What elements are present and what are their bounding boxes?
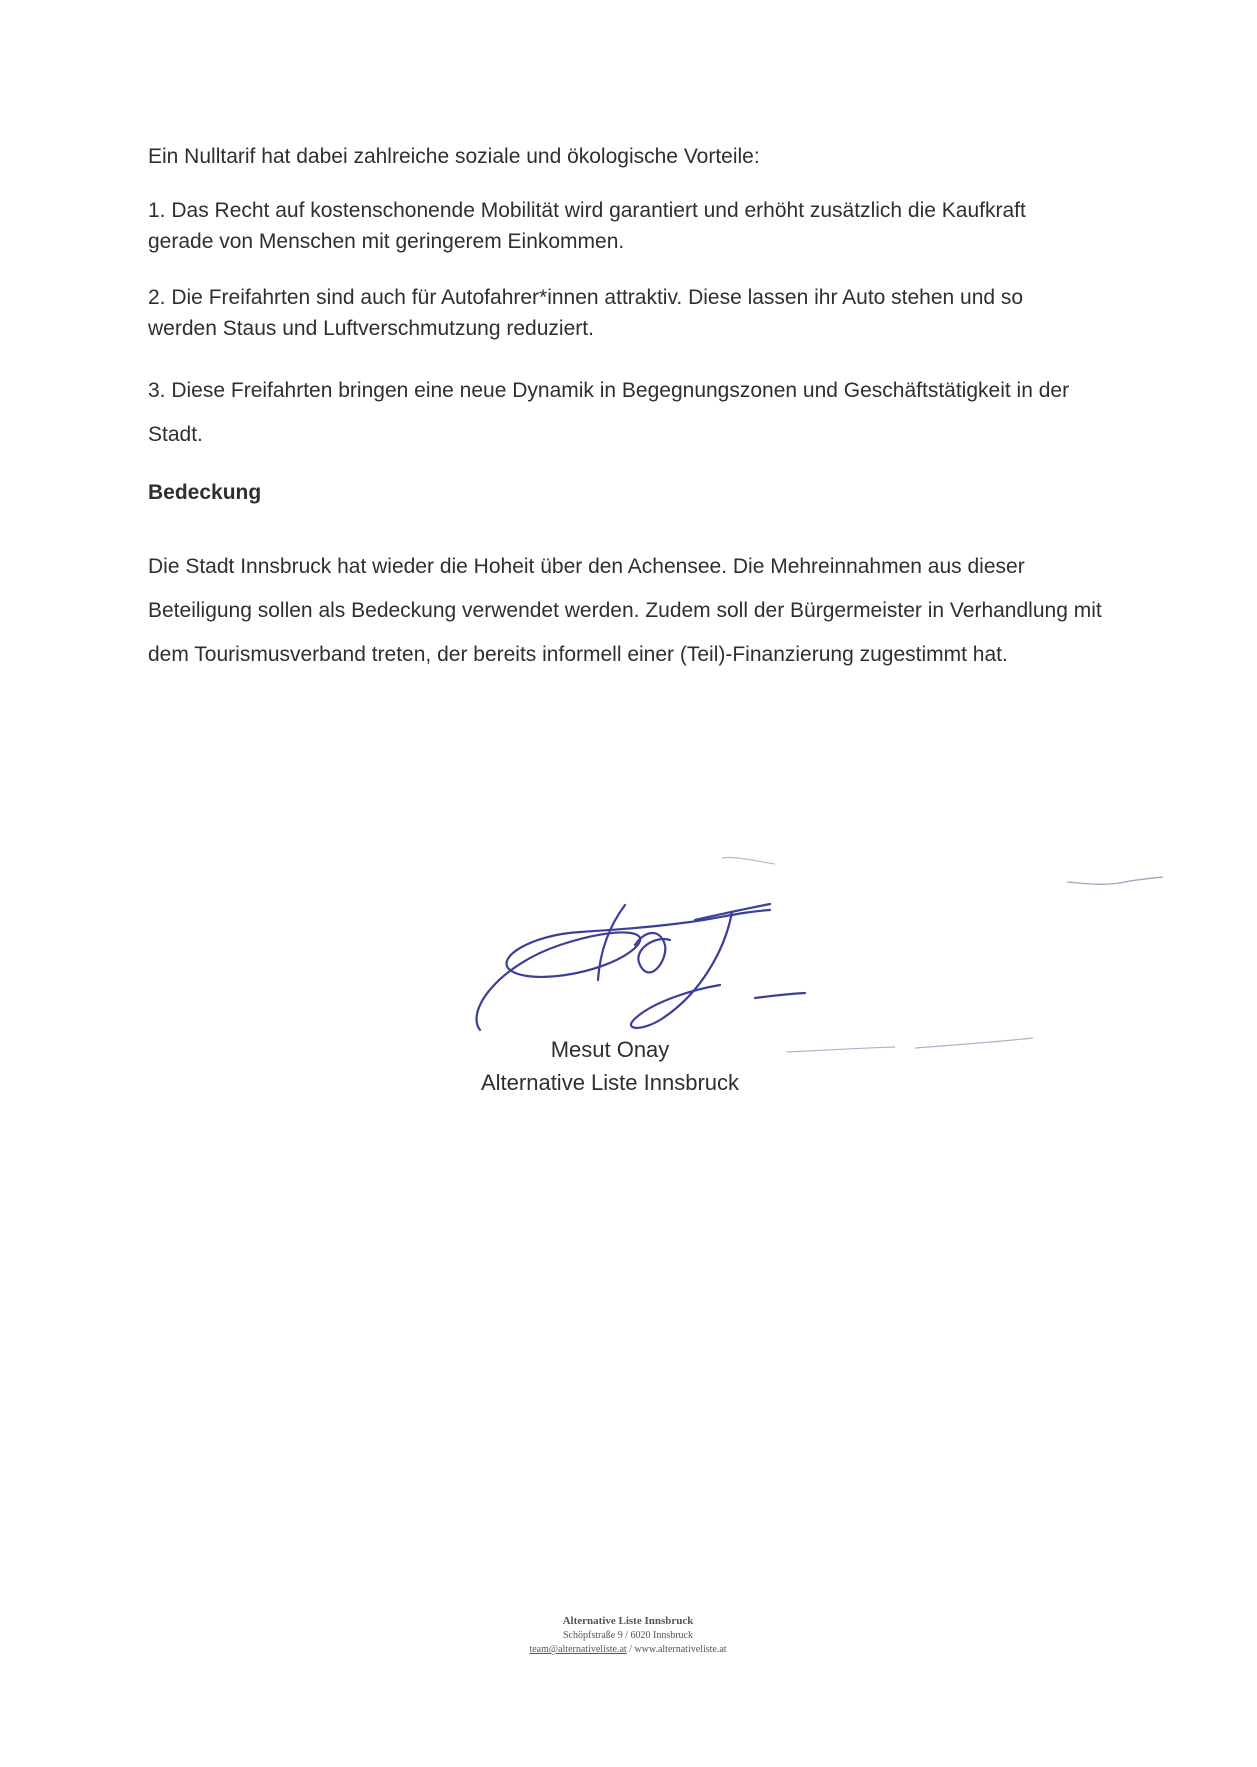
stray-pen-mark	[785, 1030, 1035, 1060]
stray-pen-mark	[1065, 870, 1165, 890]
footer-website-link[interactable]: www.alternativeliste.at	[634, 1644, 727, 1655]
page-footer	[428, 1613, 828, 1657]
footer-organization: Alternative Liste Innsbruck	[562, 1615, 694, 1627]
footer-contact	[428, 1643, 828, 1657]
footer-separator: /	[626, 1644, 635, 1655]
section-heading: Bedeckung	[148, 481, 262, 504]
intro-paragraph: Ein Nulltarif hat dabei zahlreiche soziale und ökologische Vorteile:	[148, 145, 760, 168]
footer-address: Schöpfstraße 9 / 6020 Innsbruck	[563, 1630, 693, 1641]
closing-paragraph: Die Stadt Innsbruck hat wieder die Hoheit über den Achensee. Die Mehreinnahmen aus dieser Beteiligung sollen als Bedeckung verwendet werden. Zudem soll der Bürgermeister in Verhandlung mit dem Tourismusverband treten, der bereits informell einer (Teil)-Finanzierung zugestimmt hat.	[148, 555, 1102, 666]
footer-email-link[interactable]: team@alternativeliste.at	[529, 1644, 627, 1655]
signatory-organization: Alternative Liste Innsbruck	[480, 1070, 740, 1095]
point-1-paragraph: 1. Das Recht auf kostenschonende Mobilität wird garantiert und erhöht zusätzlich die Kaufkraft gerade von Menschen mit geringerem Einkommen.	[148, 199, 1026, 253]
signatory-name: Mesut Onay	[550, 1037, 670, 1062]
stray-pen-mark	[720, 850, 780, 870]
point-3-paragraph: 3. Diese Freifahrten bringen eine neue Dynamik in Begegnungszonen und Geschäftstätigkeit in der Stadt.	[148, 379, 1070, 446]
point-2-paragraph: 2. Die Freifahrten sind auch für Autofahrer*innen attraktiv. Diese lassen ihr Auto stehen und so werden Staus und Luftverschmutzung reduziert.	[148, 286, 1024, 340]
handwritten-signature	[470, 890, 870, 1040]
